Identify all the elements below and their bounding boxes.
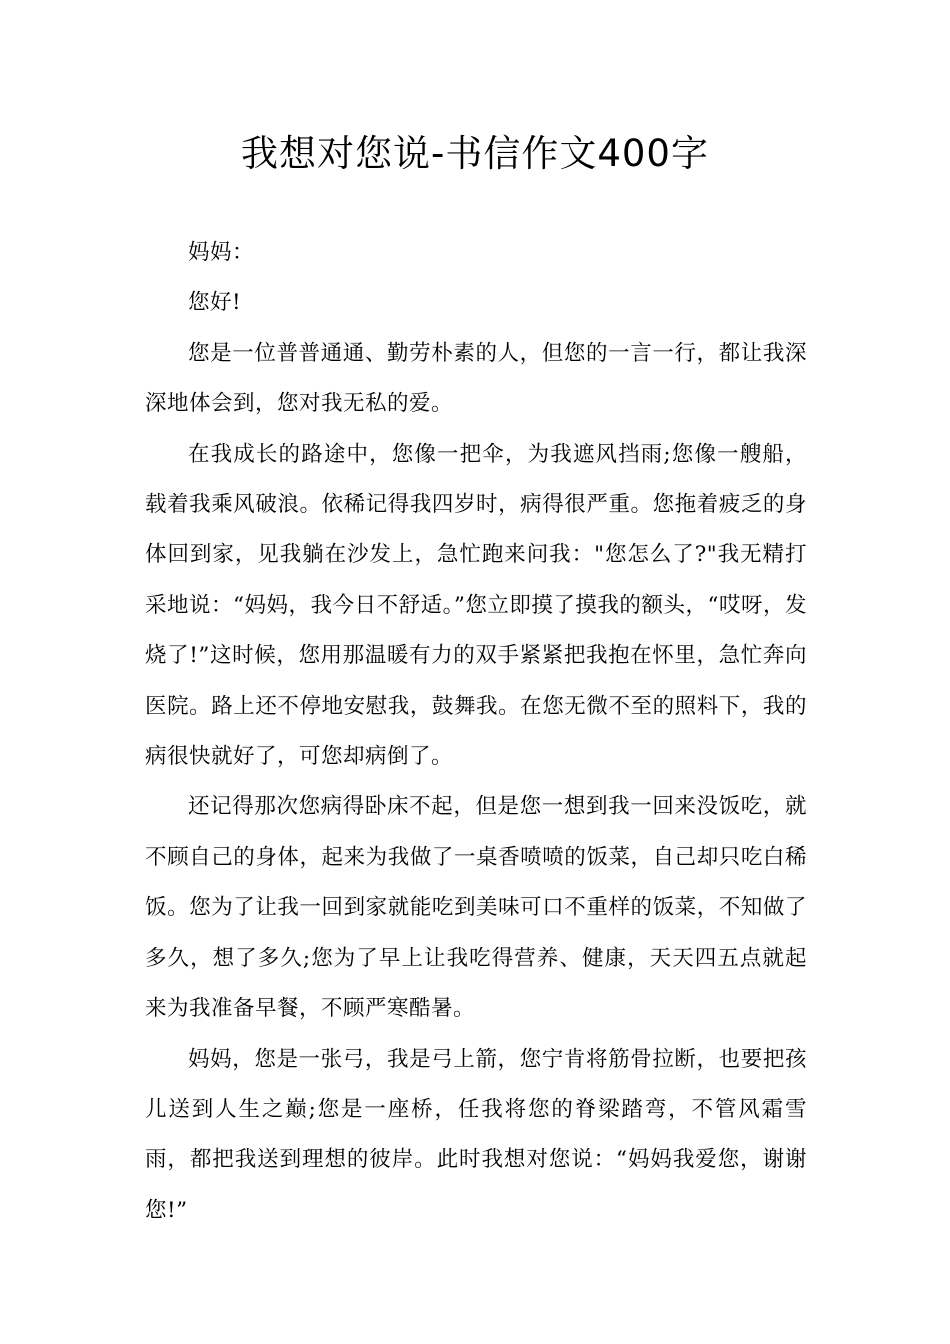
salutation: 妈妈： <box>188 240 255 265</box>
paragraph: 在我成长的路途中，您像一把伞，为我遮风挡雨;您像一艘船，载着我乘风破浪。依稀记得我四岁时，病得很严重。您拖着疲乏的身体回到家，见我躺在沙发上，急忙跑来问我："您怎么了?"我无精打采地说：“妈妈，我今日不舒适。”您立即摸了摸我的额头，“哎呀，发烧了!”这时候，您用那温暖有力的双手紧紧把我抱在怀里，急忙奔向医院。路上还不停地安慰我，鼓舞我。在您无微不至的照料下，我的病很快就好了，可您却病倒了。 <box>145 441 807 770</box>
document-title: 我想对您说-书信作文400字 <box>241 132 709 175</box>
greeting: 您好! <box>188 290 242 316</box>
paragraph: 妈妈，您是一张弓，我是弓上箭，您宁肯将筋骨拉断，也要把孩儿送到人生之巅;您是一座桥，任我将您的脊梁踏弯，不管风霜雪雨，都把我送到理想的彼岸。此时我想对您说：“妈妈我爱您，谢谢您!” <box>145 1046 807 1223</box>
document-body <box>145 228 807 1236</box>
paragraph: 您是一位普普通通、勤劳朴素的人，但您的一言一行，都让我深深地体会到，您对我无私的爱。 <box>145 340 807 417</box>
paragraph: 还记得那次您病得卧床不起，但是您一想到我一回来没饭吃，就不顾自己的身体，起来为我做了一桌香喷喷的饭菜，自己却只吃白稀饭。您为了让我一回到家就能吃到美味可口不重样的饭菜，不知做了多久，想了多久;您为了早上让我吃得营养、健康，天天四五点就起来为我准备早餐，不顾严寒酷暑。 <box>145 794 807 1022</box>
